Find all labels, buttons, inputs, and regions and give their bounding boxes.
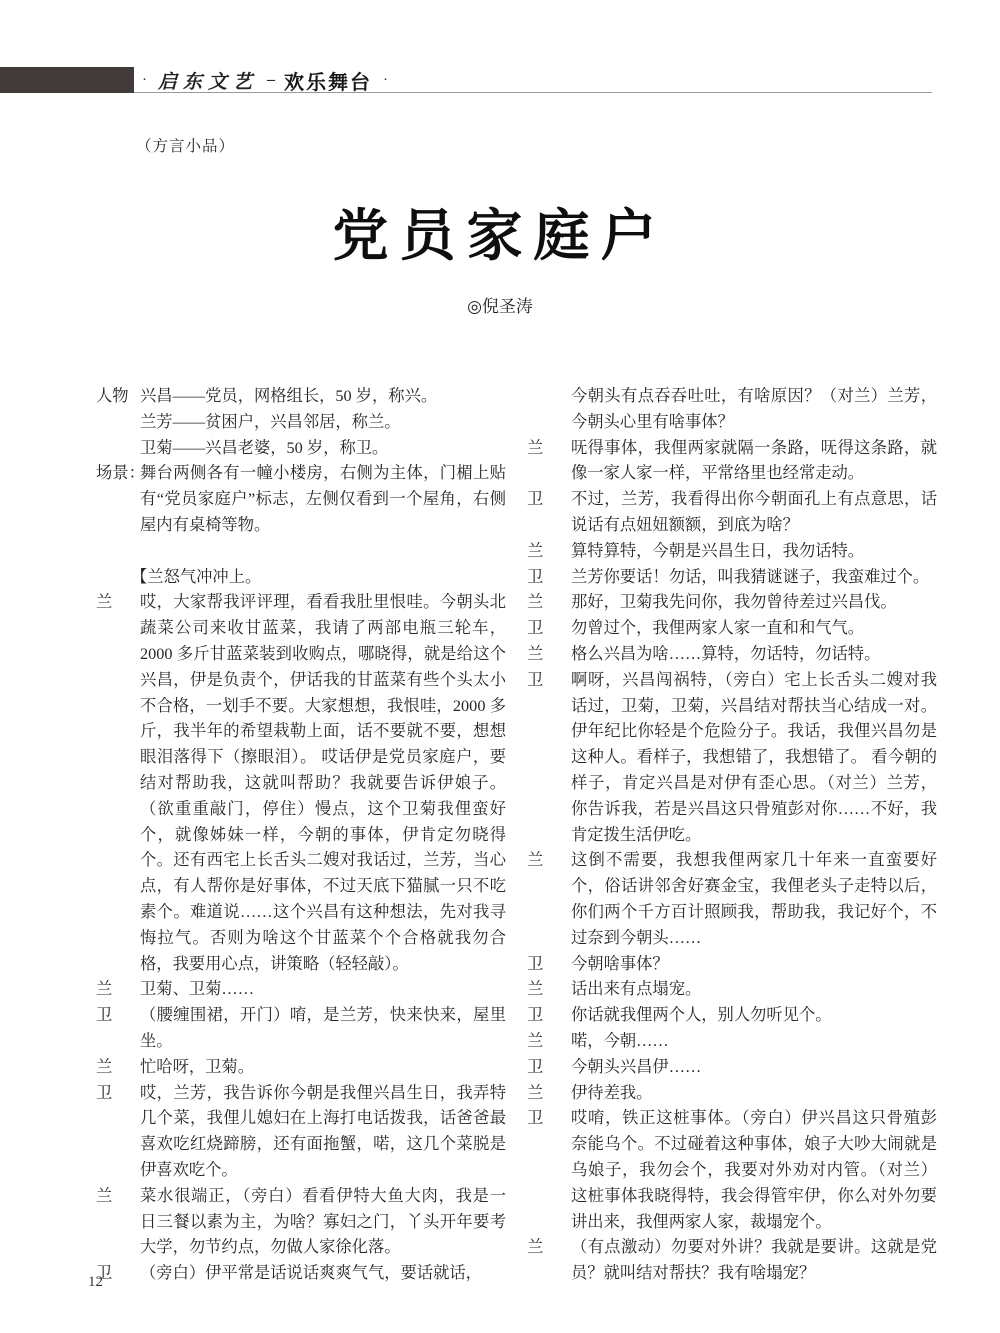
speaker-label: 兰: [527, 979, 544, 999]
speaker-label: 卫: [527, 1056, 544, 1076]
dialog-text: 兰芳你要话！勿话，叫我猜谜谜子，我蛮难过个。: [571, 566, 930, 586]
header-left-dot: ·: [142, 71, 147, 88]
speaker-label: 兰: [527, 1030, 544, 1050]
dialog-block: [90, 1260, 506, 1286]
cast-section: [90, 383, 506, 460]
dialog-block: [521, 667, 937, 848]
dialog-block: [521, 1028, 937, 1054]
dialog-text: 哎唷，铁正这桩事体。（旁白）伊兴昌这只骨殖彭奈能乌个。不过碰着这种事体，娘子大吵大闹就是乌娘子，我勿会个，我要对外劝对内管。（对兰）这桩事体我晓得特，我会得管牢伊，你么对外勿要讲出来，我俚两家人家，裁塌宠个。: [571, 1108, 937, 1231]
speaker-label: 卫: [96, 1005, 113, 1025]
dialog-block: [521, 615, 937, 641]
running-header: [142, 66, 388, 94]
left-dialog-list: [90, 564, 506, 1286]
speaker-label: 兰: [527, 1237, 544, 1257]
dialog-block: [90, 564, 506, 590]
speaker-label: 卫: [527, 953, 544, 973]
cast-line: 兴昌——党员，网格组长，50 岁，称兴。: [140, 386, 438, 405]
dialog-text: 【兰怒气冲冲上。: [131, 566, 262, 586]
dialog-block: [521, 564, 937, 590]
dialog-text: 今朝啥事体？: [571, 953, 669, 973]
magazine-name: 启东文艺: [158, 70, 259, 93]
dialog-text: 不过，兰芳，我看得出你今朝面孔上有点意思，话说话有点妞妞额额，到底为啥？: [571, 489, 937, 534]
dialog-text: 哎，兰芳，我告诉你今朝是我俚兴昌生日，我弄特几个菜，我俚儿媳妇在上海打电话拨我，话爸爸最喜欢吃红烧蹄膀，还有面拖蟹，喏，这几个菜脱是伊喜欢吃个。: [140, 1082, 506, 1179]
dialog-block: [90, 1080, 506, 1183]
dialog-text: 菜水很端正，（旁白）看看伊特大鱼大肉，我是一日三餐以素为主，为啥？寡妇之门，丫头开年要考大学，勿节约点，勿做人家徐化落。: [140, 1185, 506, 1257]
scene-text: 舞台两侧各有一幢小楼房，右侧为主体，门楣上贴有“党员家庭户”标志，左侧仅看到一个屋角，右侧屋内有桌椅等物。: [140, 463, 506, 534]
speaker-label: 兰: [527, 1082, 544, 1102]
speaker-label: 兰: [527, 643, 544, 663]
dialog-text: 算特算特，今朝是兴昌生日，我勿话特。: [571, 540, 865, 560]
right-column: [521, 383, 937, 1286]
speaker-label: 兰: [527, 437, 544, 457]
cast-lines: [140, 383, 506, 460]
dialog-text: 喏，今朝……: [571, 1030, 669, 1050]
dialog-text: 勿曾过个，我俚两家人家一直和和气气。: [571, 618, 865, 638]
dialog-text: （旁白）伊平常是话说话爽爽气气，要话就话，: [140, 1263, 482, 1283]
dialog-text: 今朝头有点吞吞吐吐，有啥原因？（对兰）兰芳，今朝头心里有啥事体？: [571, 386, 937, 431]
page-number: 12: [88, 1274, 103, 1290]
dialog-text: 卫菊、卫菊……: [140, 979, 254, 999]
speaker-label: 兰: [96, 592, 113, 612]
speaker-label: 卫: [96, 1082, 113, 1102]
speaker-label: 兰: [96, 1056, 113, 1076]
dialog-block: [521, 641, 937, 667]
dialog-text: 呒得事体，我俚两家就隔一条路，呒得这条路，就像一家人家一样，平常络里也经常走动。: [571, 437, 937, 483]
dialog-text: （有点激动）勿要对外讲？我就是要讲。这就是党员？就叫结对帮扶？我有啥塌宠？: [571, 1237, 937, 1283]
dialog-block: [521, 435, 937, 487]
right-dialog-list: [521, 383, 937, 1286]
speaker-label: 兰: [96, 1185, 113, 1205]
speaker-label: 卫: [527, 618, 544, 638]
dialog-block: [90, 589, 506, 976]
speaker-label: 卫: [527, 566, 544, 586]
dialog-block: [521, 1054, 937, 1080]
dialog-block: [521, 1234, 937, 1286]
dialog-block: [521, 538, 937, 564]
cast-line: 兰芳——贫困户，兴昌邻居，称兰。: [140, 411, 401, 431]
speaker-label: 卫: [527, 1108, 544, 1128]
dialog-text: （腰缠围裙，开门）唷，是兰芳，快来快来，屋里坐。: [140, 1005, 506, 1050]
speaker-label: 兰: [527, 850, 544, 870]
dialog-text: 那好，卫菊我先问你，我勿曾待差过兴昌伐。: [571, 592, 897, 612]
left-column: [90, 383, 506, 1286]
dialog-text: 话出来有点塌宠。: [571, 979, 702, 999]
dialog-text: 哎，大家帮我评评理，看看我肚里恨哇。今朝头北蔬菜公司来收甘蓝菜，我请了两部电瓶三轮车，2000 多斤甘蓝菜装到收购点，哪晓得，就是给这个兴昌，伊是负责个，伊话我的甘蓝菜有些个头太小不合格，一划手不要。大家想想，我恨哇，2000 多斤，我半年的希望栽勒上面，话不要就不要，想想眼泪落得下（擦眼泪）。 哎话伊是党员家庭户，要结对帮助我，这就叫帮助？我就要告诉伊娘子。（欲重重敲门，停住）慢点，这个卫菊我俚蛮好个，就像姊妹一样，今朝的事体，伊肯定勿晓得个。还有西宅上长舌头二嫂对我话过，兰芳，当心点，有人帮你是好事体，不过天底下猫腻一只不吃素个。难道说……这个兴昌有这种想法，先对我寻悔拉气。否则为啥这个甘蓝菜个个合格就我勿合格，我要用心点，讲策略（轻轻敲）。: [140, 592, 506, 973]
dialog-text: 啊呀，兴昌闯祸特，（旁白）宅上长舌头二嫂对我话过，卫菊，卫菊，兴昌结对帮扶当心结成一对。伊年纪比你轻是个危险分子。我话，我俚兴昌勿是这种人。看样子，我想错了，我想错了。 看今朝的样子，肯定兴昌是对伊有歪心思。（对兰）兰芳，你告诉我，若是兴昌这只骨殖彭对你……不好，我肯定拨生活伊吃。: [571, 669, 937, 844]
dialog-block: [90, 1002, 506, 1054]
dialog-text: 格么兴昌为啥……算特，勿话特，勿话特。: [571, 643, 881, 663]
speaker-label: 兰: [527, 592, 544, 612]
dialog-block: [90, 1054, 506, 1080]
scene-section: [90, 460, 506, 537]
dialog-text: 伊待差我。: [571, 1082, 653, 1102]
dialog-text: 你话就我俚两个人，别人勿听见个。: [571, 1005, 832, 1025]
speaker-label: 卫: [96, 1263, 113, 1283]
speaker-label: 卫: [527, 1005, 544, 1025]
cast-line: 卫菊——兴昌老婆，50 岁，称卫。: [140, 437, 389, 457]
dialog-block: [90, 976, 506, 1002]
dialog-block: [521, 383, 937, 435]
header-dash: –: [267, 71, 276, 88]
dialog-block: [90, 1183, 506, 1260]
scene-label: 场景：: [96, 463, 145, 483]
header-right-dot: ·: [383, 71, 389, 88]
speaker-label: 兰: [96, 979, 113, 999]
dialog-block: [521, 847, 937, 950]
header-accent-bar: [0, 67, 134, 93]
cast-label: 人物: [96, 386, 129, 405]
dialog-block: [521, 589, 937, 615]
dialog-block: [521, 486, 937, 538]
speaker-label: 卫: [527, 669, 544, 689]
section-name: 欢乐舞台: [284, 71, 373, 94]
dialog-block: [521, 1105, 937, 1234]
article-title: 党员家庭户: [332, 206, 668, 268]
speaker-label: 兰: [527, 540, 544, 560]
author-byline: ◎倪圣涛: [467, 297, 533, 316]
dialog-block: [521, 976, 937, 1002]
dialog-block: [521, 1080, 937, 1106]
dialog-block: [521, 951, 937, 977]
dialog-text: 忙哈呀，卫菊。: [140, 1056, 254, 1076]
dialog-block: [521, 1002, 937, 1028]
speaker-label: 卫: [527, 489, 544, 509]
dialog-text: 今朝头兴昌伊……: [571, 1056, 702, 1076]
genre-label: （方言小品）: [136, 138, 236, 155]
dialog-text: 这倒不需要，我想我俚两家几十年来一直蛮要好个，俗话讲邻舍好赛金宝，我俚老头子走特以后，你们两个千方百计照顾我，帮助我，我记好个，不过奈到今朝头……: [571, 850, 937, 947]
